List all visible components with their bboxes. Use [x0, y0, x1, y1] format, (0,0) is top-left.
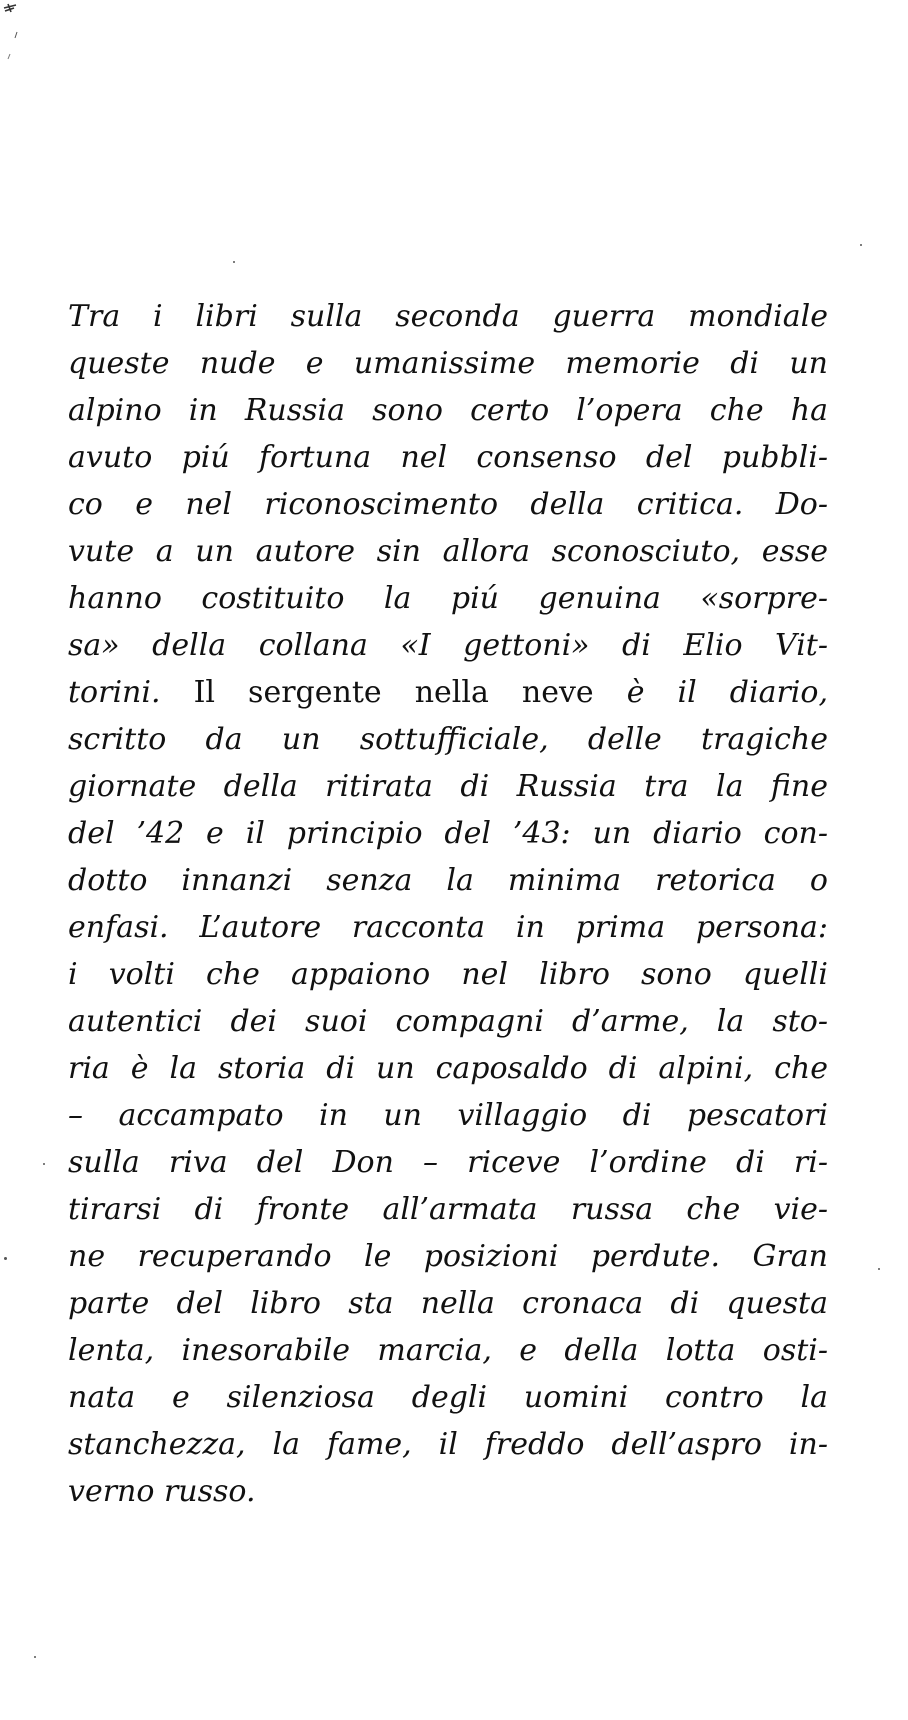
blurb-text: torini. — [68, 675, 194, 710]
blurb-line: scritto da un sottufficiale, delle tragiche — [68, 722, 828, 757]
blurb-line: i volti che appaiono nel libro sono quelli — [68, 957, 828, 992]
scan-speck — [233, 261, 235, 263]
blurb-line: dotto innanzi senza la minima retorica o — [68, 863, 828, 898]
blurb-line: sa» della collana «I gettoni» di Elio Vit- — [68, 628, 828, 663]
blurb-line: ne recuperando le posizioni perdute. Gran — [68, 1239, 828, 1274]
blurb-line: tirarsi di fronte all’armata russa che vie- — [68, 1192, 828, 1227]
blurb-line: alpino in Russia sono certo l’opera che ha — [68, 393, 828, 428]
blurb-line: – accampato in un villaggio di pescatori — [68, 1098, 828, 1133]
blurb-line: Tra i libri sulla seconda guerra mondiale — [68, 299, 828, 334]
scan-speck — [878, 1268, 880, 1270]
blurb-line-last: verno russo. — [68, 1474, 256, 1509]
blurb-line: lenta, inesorabile marcia, e della lotta osti- — [68, 1333, 828, 1368]
blurb-line: ria è la storia di un caposaldo di alpini, che — [68, 1051, 828, 1086]
blurb-line: hanno costituito la piú genuina «sorpre- — [68, 581, 828, 616]
blurb-line: stanchezza, la fame, il freddo dell’aspro in- — [68, 1427, 828, 1462]
blurb-line: del ’42 e il principio del ’43: un diario con- — [68, 816, 828, 851]
blurb-line: autentici dei suoi compagni d’arme, la sto- — [68, 1004, 828, 1039]
blurb-line-with-title — [68, 669, 828, 716]
blurb-line: enfasi. L’autore racconta in prima persona: — [68, 910, 828, 945]
blurb-line: parte del libro sta nella cronaca di questa — [68, 1286, 828, 1321]
blurb-line: queste nude e umanissime memorie di un — [68, 346, 828, 381]
back-cover-blurb — [68, 293, 828, 1515]
blurb-line: giornate della ritirata di Russia tra la fine — [68, 769, 828, 804]
scan-speck — [43, 1163, 45, 1165]
scan-speck — [4, 1257, 7, 1260]
book-title: Il sergente nella neve — [193, 675, 594, 710]
scan-speck — [34, 1656, 36, 1658]
blurb-line: vute a un autore sin allora sconosciuto, esse — [68, 534, 828, 569]
scan-mark-top-left — [2, 2, 20, 62]
blurb-line: avuto piú fortuna nel consenso del pubbli- — [68, 440, 828, 475]
blurb-line: sulla riva del Don – riceve l’ordine di ri- — [68, 1145, 828, 1180]
blurb-line: co e nel riconoscimento della critica. Do- — [68, 487, 828, 522]
blurb-line: nata e silenziosa degli uomini contro la — [68, 1380, 828, 1415]
scan-speck — [860, 244, 862, 246]
blurb-text: è il diario, — [593, 675, 828, 710]
